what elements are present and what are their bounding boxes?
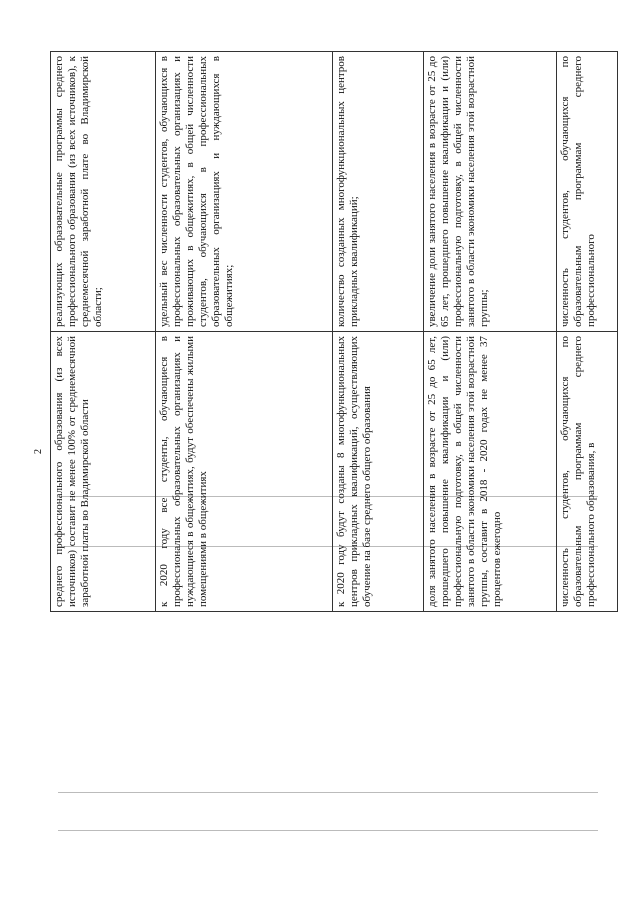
table-cell-indicator: количество созданных многофункциональных центров прикладных квалификаций; [333,52,424,332]
table-row [333,52,424,612]
table-cell-target: к 2020 году будут созданы 8 многофункциональных центров прикладных квалификаций, осуществляющих обучение на базе среднего общего образования [333,332,424,612]
table-cell-target: численность студентов, обучающихся по образовательным программам среднего профессионального образования, в [557,332,618,612]
row-divider [58,830,598,831]
rotated-table-block [50,52,598,612]
table-cell-indicator: численность студентов, обучающихся по образовательным программам среднего профессионального [557,52,618,332]
table-row [51,52,156,612]
table-cell-indicator: удельный вес численности студентов, обучающихся в профессиональных образовательных организациях и проживающих в общежитиях, в общей численности студентов, обучающихся в профессиональных образовательных организациях и нуждающихся в общежитиях; [156,52,333,332]
table-row [557,52,618,612]
row-divider [58,792,598,793]
table-cell-indicator: увеличение доли занятого населения в возрасте от 25 до 65 лет, прошедшего повышение квалификации и (или) профессиональную подготовку, в общей численности занятого в области экономики населения этой возрастной группы; [424,52,557,332]
table-cell-indicator: реализующих образовательные программы среднего профессионального образования (из всех источников), к среднемесячной заработной плате во Владимирской области; [51,52,156,332]
table-cell-target: к 2020 году все студенты, обучающиеся в профессиональных образовательных организациях и нуждающиеся в общежитиях, будут обеспечены жилыми помещениями в общежитиях [156,332,333,612]
table-row [424,52,557,612]
targets-table [50,51,618,612]
table-row [156,52,333,612]
page-number: 2 [33,449,44,454]
table-cell-target: доля занятого населения в возрасте от 25 до 65 лет, прошедшего повышение квалификации и (или) профессиональную подготовку, в общей численности занятого в области экономики населения этой возрастной группы, составит в 2018 - 2020 годах не менее 37 процентов ежегодно [424,332,557,612]
table-cell-target: среднего профессионального образования (из всех источников) составит не менее 100% от среднемесячной заработной платы во Владимирской области [51,332,156,612]
